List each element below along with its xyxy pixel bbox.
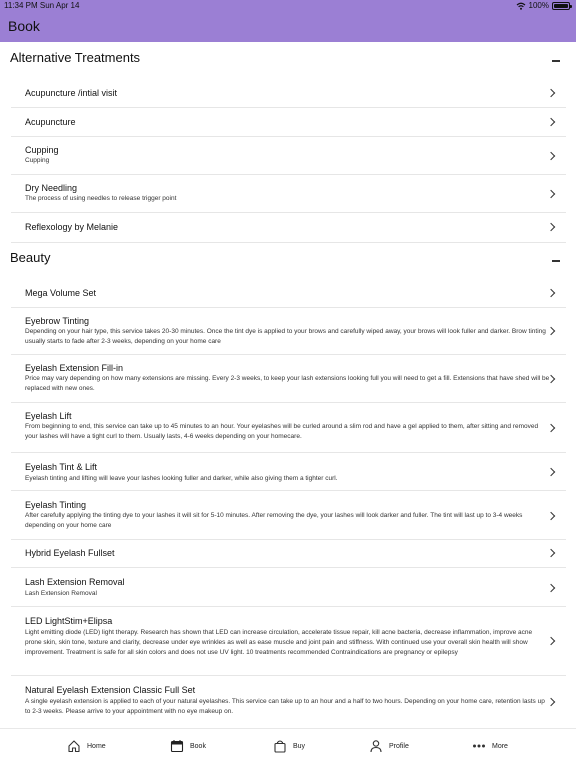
section-header-beauty[interactable]: [0, 242, 576, 272]
collapse-icon[interactable]: [552, 60, 560, 62]
calendar-icon: [170, 739, 184, 753]
home-icon: [67, 739, 81, 753]
status-time: 11:34 PM Sun Apr 14: [4, 1, 80, 10]
tab-label: Home: [87, 742, 106, 750]
tab-more[interactable]: [472, 739, 508, 753]
service-title: Eyelash Tint & Lift: [25, 462, 98, 472]
section-header-alternative-treatments[interactable]: [0, 42, 576, 72]
service-row[interactable]: [11, 137, 566, 175]
service-row[interactable]: [11, 355, 566, 403]
service-row[interactable]: [11, 308, 566, 355]
service-title: Reflexology by Melanie: [25, 222, 119, 232]
service-title: Eyelash Lift: [25, 411, 72, 421]
collapse-icon[interactable]: [552, 260, 560, 262]
person-icon: [369, 739, 383, 753]
tab-label: Profile: [389, 742, 409, 750]
tab-label: Book: [190, 742, 206, 750]
tab-book[interactable]: [170, 739, 206, 753]
service-description: The process of using needles to release trigger point: [25, 195, 177, 202]
service-title: Eyelash Extension Fill-in: [25, 363, 124, 373]
tab-buy[interactable]: [273, 739, 305, 753]
service-title: Natural Eyelash Extension Classic Full Set: [25, 685, 196, 695]
service-title: Mega Volume Set: [25, 288, 97, 298]
service-description: Light emitting diode (LED) light therapy. Research has shown that LED can increase circulation, accelerate tissue repair, kill acne bacteria, decrease inflammation, improve acne prone skin, skin tone, texture and clarity, decrease under eye wrinkles as well as ease muscle and joint pain and stiffness. With continued use your overall skin health will show improvement. Treatment is safe for all skin colors and does not use UV light. 10 treatments recommended Contraindications are pregnancy or epilepsy: [25, 629, 533, 656]
wifi-icon: [516, 2, 526, 10]
service-row[interactable]: [11, 78, 566, 108]
service-description: Cupping: [25, 157, 50, 164]
service-row[interactable]: [11, 453, 566, 491]
service-description: Lash Extension Removal: [25, 590, 97, 597]
section-title: Beauty: [10, 250, 51, 265]
service-title: Hybrid Eyelash Fullset: [25, 548, 115, 558]
service-title: Acupuncture /intial visit: [25, 88, 118, 98]
service-row[interactable]: [11, 108, 566, 137]
tab-profile[interactable]: [369, 739, 409, 753]
service-description: After carefully applying the tinting dye to your lashes it will sit for 5-10 minutes. After removing the dye, your lashes will look darker and fuller. The tint will last up to 3-4 weeks depending on your home care: [25, 512, 523, 529]
service-title: Acupuncture: [25, 117, 76, 127]
tab-bar: [0, 728, 576, 768]
service-title: Dry Needling: [25, 183, 78, 193]
battery-icon: [552, 2, 570, 10]
section-title: Alternative Treatments: [10, 50, 141, 65]
chevron-right-icon: [547, 549, 555, 557]
service-list[interactable]: [0, 42, 576, 728]
more-dots-icon: [472, 739, 486, 753]
service-description: From beginning to end, this service can take up to 45 minutes to an hour. Your eyelashes will be curled around a slim rod and have a gel applied to them, after sitting and removed your lashes will have a tight curl to them. Usually lasts, 4-6 weeks depending on your homecare.: [25, 423, 539, 440]
service-description: A single eyelash extension is applied to each of your natural eyelashes. This service can take up to an hour and a half to two hours. Depending on your home care, retention lasts up to 2-3 weeks. Please arrive to your appointment with no eye makeup on.: [25, 698, 545, 715]
service-title: Eyelash Tinting: [25, 500, 87, 510]
tab-home[interactable]: [67, 739, 106, 753]
battery-percent: 100%: [528, 1, 549, 10]
service-description: Price may vary depending on how many extensions are missing. Every 2-3 weeks, to keep your lash extensions looking full you will need to get a fill. Extensions that have shed will be replaced with new ones.: [25, 375, 550, 392]
status-bar: [0, 0, 576, 12]
tab-label: Buy: [293, 742, 306, 750]
bag-icon: [273, 739, 287, 753]
service-row[interactable]: [11, 403, 566, 453]
service-title: Eyebrow Tinting: [25, 316, 90, 326]
service-row[interactable]: [11, 568, 566, 607]
service-title: LED LightStim+Elipsa: [25, 616, 113, 626]
chevron-right-icon: [547, 223, 555, 231]
tab-label: More: [492, 742, 508, 750]
page-title: Book: [8, 18, 40, 34]
service-description: Eyelash tinting and lifting will leave your lashes looking fuller and darker, while also giving them a tighter curl.: [25, 475, 338, 482]
service-row[interactable]: [11, 213, 566, 243]
status-right: [516, 1, 570, 10]
service-title: Lash Extension Removal: [25, 577, 125, 587]
service-row[interactable]: [11, 607, 566, 676]
chevron-right-icon: [547, 89, 555, 97]
chevron-right-icon: [547, 289, 555, 297]
service-title: Cupping: [25, 145, 59, 155]
service-row[interactable]: [11, 279, 566, 308]
chevron-right-icon: [547, 118, 555, 126]
service-row[interactable]: [11, 676, 566, 728]
service-row[interactable]: [11, 175, 566, 213]
service-row[interactable]: [11, 540, 566, 568]
service-row[interactable]: [11, 491, 566, 540]
service-description: Depending on your hair type, this service takes 20-30 minutes. Once the tint dye is applied to your brows and carefully wiped away, your brows will look fuller and darker. Brow tinting usually starts to fade after 2-3 weeks, depending on your home care: [25, 328, 546, 345]
top-bar: [0, 0, 576, 42]
